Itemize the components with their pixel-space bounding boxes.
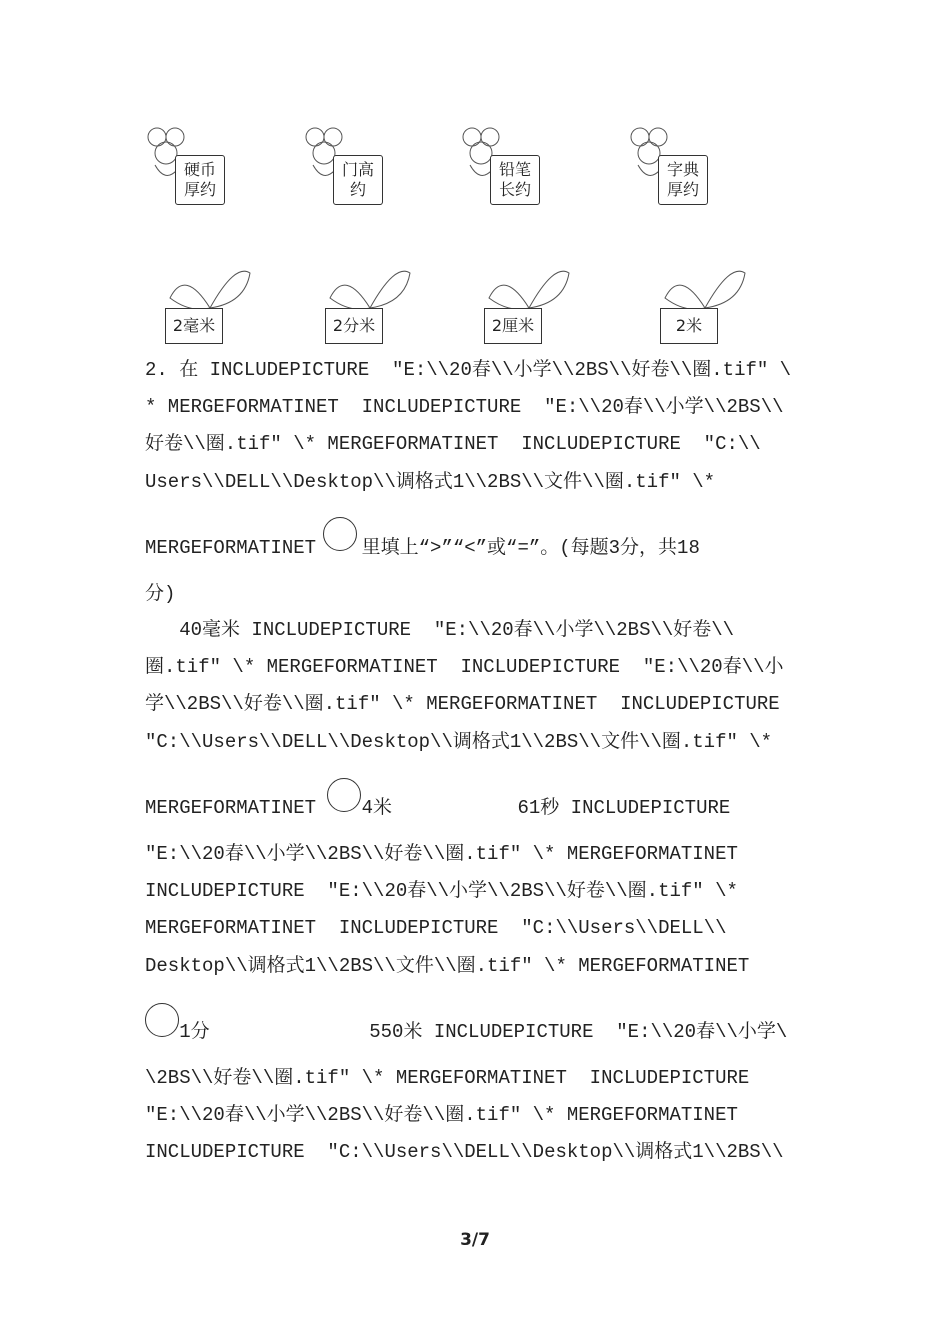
compare-circle[interactable] <box>323 517 357 551</box>
compare-circle[interactable] <box>327 778 361 812</box>
text-line: 2. 在 INCLUDEPICTURE "E:\\20春\\小学\\2BS\\好卷\\圈.tif" \ <box>145 359 792 381</box>
butterfly-card-dm <box>325 268 415 348</box>
text-line: * MERGEFORMATINET INCLUDEPICTURE "E:\\20春\\小学\\2BS\\ <box>145 396 784 418</box>
text-line: Users\\DELL\\Desktop\\调格式1\\2BS\\文件\\圈.tif" \* <box>145 471 716 493</box>
text-line: 40毫米 INCLUDEPICTURE "E:\\20春\\小学\\2BS\\好卷\\ <box>145 619 735 641</box>
butterfly-card-cm <box>484 268 574 348</box>
compare-circle[interactable] <box>145 1003 179 1037</box>
text-line: MERGEFORMATINET 4米 61秒 INCLUDEPICTURE <box>145 797 731 819</box>
butterfly-sign: 2毫米 <box>165 308 223 344</box>
mouse-sign: 门高 约 <box>333 155 383 205</box>
butterfly-sign: 2厘米 <box>484 308 542 344</box>
mouse-card-pencil <box>460 125 550 215</box>
text-line: 学\\2BS\\好卷\\圈.tif" \* MERGEFORMATINET INCLUDEPICTURE <box>145 693 780 715</box>
text-line: 1分 550米 INCLUDEPICTURE "E:\\20春\\小学\ <box>145 1021 788 1043</box>
butterfly-icon <box>484 268 574 313</box>
butterfly-card-m <box>660 268 750 348</box>
butterfly-icon <box>325 268 415 313</box>
page-number: 3/7 <box>460 1230 490 1250</box>
mouse-sign: 铅笔 长约 <box>490 155 540 205</box>
text-line: \2BS\\好卷\\圈.tif" \* MERGEFORMATINET INCLUDEPICTURE <box>145 1067 750 1089</box>
butterfly-card-mm <box>165 268 255 348</box>
mouse-card-coin <box>145 125 235 215</box>
butterfly-sign: 2分米 <box>325 308 383 344</box>
mouse-sign: 字典 厚约 <box>658 155 708 205</box>
text-line: INCLUDEPICTURE "C:\\Users\\DELL\\Desktop\\调格式1\\2BS\\ <box>145 1141 784 1163</box>
text-line: 好卷\\圈.tif" \* MERGEFORMATINET INCLUDEPICTURE "C:\\ <box>145 433 761 455</box>
mouse-card-dictionary <box>628 125 718 215</box>
text-line: "E:\\20春\\小学\\2BS\\好卷\\圈.tif" \* MERGEFORMATINET <box>145 1104 738 1126</box>
text-line: Desktop\\调格式1\\2BS\\文件\\圈.tif" \* MERGEFORMATINET <box>145 955 750 977</box>
mouse-card-door <box>303 125 393 215</box>
text-line: "C:\\Users\\DELL\\Desktop\\调格式1\\2BS\\文件\\圈.tif" \* <box>145 731 773 753</box>
butterfly-icon <box>165 268 255 313</box>
text-line: MERGEFORMATINET 里填上“>”“<”或“=”。(每题3分，共18 <box>145 537 700 559</box>
text-line: "E:\\20春\\小学\\2BS\\好卷\\圈.tif" \* MERGEFORMATINET <box>145 843 738 865</box>
text-line: INCLUDEPICTURE "E:\\20春\\小学\\2BS\\好卷\\圈.tif" \* <box>145 880 738 902</box>
text-line: 分) <box>145 583 176 605</box>
text-line: MERGEFORMATINET INCLUDEPICTURE "C:\\Users\\DELL\\ <box>145 917 727 939</box>
mouse-sign: 硬币 厚约 <box>175 155 225 205</box>
butterfly-icon <box>660 268 750 313</box>
text-line: 圈.tif" \* MERGEFORMATINET INCLUDEPICTURE "E:\\20春\\小 <box>145 656 784 678</box>
butterfly-sign: 2米 <box>660 308 718 344</box>
